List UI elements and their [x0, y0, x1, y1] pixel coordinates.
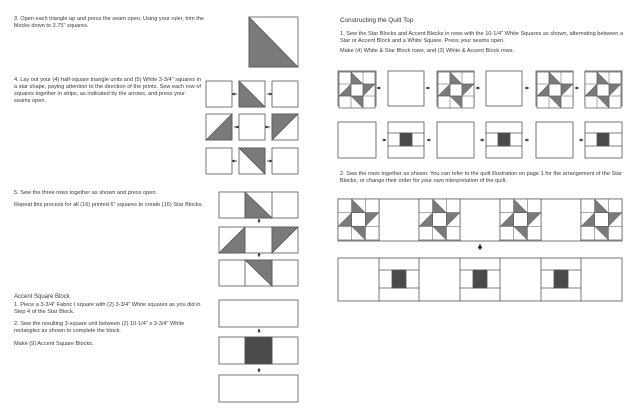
star-block: [338, 199, 379, 240]
sewn-row-1: [219, 192, 298, 218]
accent-step2-text: 2. Sew the resulting 3-square unit between (2) 10-1/4" x 3-3/4" White rectangles as shown to complete the block.: [14, 321, 185, 334]
star-layout-row-3: [206, 148, 298, 174]
star-block: [500, 199, 541, 240]
step3-text: 3. Open each triangle up and press the seam open. Using your ruler, trim the blocks down to 3.75" squares.: [14, 16, 204, 29]
star-layout-row-1: [206, 81, 298, 107]
star-block: [339, 72, 375, 108]
joined-accent-row: [338, 258, 622, 301]
star-block: [438, 72, 474, 108]
sewn-row-3: [219, 260, 298, 286]
accent-bottom-rectangle: [219, 375, 298, 402]
accent-white-row: [338, 122, 622, 158]
accent-step3-text: Make (9) Accent Square Blocks.: [14, 341, 94, 347]
right-step2-text: 2. Sew the rows together as shown. You can refer to the quilt illustration on page 1 for the arrangement of the Star Blocks, or change their order for your own interpretation of the quilt.: [340, 171, 622, 184]
right-step1-text: 1. Sew the Star Blocks and Accent Blocks in rows with the 10-1/4" White Squares as shown, alternating between a Star or Accent Block and a White Square. Press your seams open.: [340, 31, 624, 44]
accent-step1-text: 1. Piece a 3-3/4" Fabric I square with (2) 3-3/4" White squares as you did in Step 4 of the Star Block.: [14, 302, 201, 315]
star-block: [419, 199, 460, 240]
star-block: [537, 72, 573, 108]
accent-title: Accent Square Block: [14, 294, 70, 300]
star-white-row: [338, 71, 622, 106]
sewn-row-2: [219, 227, 298, 253]
star-layout-row-2: [206, 114, 298, 140]
accent-top-rectangle: [219, 300, 298, 327]
trimmed-hst-block: [249, 17, 298, 67]
joined-star-row: [338, 199, 622, 241]
section-title: Constructing the Quilt Top: [340, 17, 414, 24]
step5-text: 5. Sew the three rows together as shown and press open.: [14, 190, 158, 196]
star-block: [581, 199, 622, 240]
star-block: [585, 72, 621, 108]
accent-middle-unit: [219, 337, 298, 364]
step5-repeat-text: Repeat this process for all (16) printed 6" squares to create (16) Star Blocks.: [14, 202, 204, 208]
right-step1-make-text: Make (4) White & Star Block rows, and (3) White & Accent Block rows.: [340, 48, 515, 54]
step4-text: 4. Lay out your (4) half-square triangle units and (5) White 3-3/4" squares in a star shape, paying attention to the direction of the prints. Sew each row of squares together in strips, as indicated by the arrows, and press your seams open.: [14, 77, 201, 104]
